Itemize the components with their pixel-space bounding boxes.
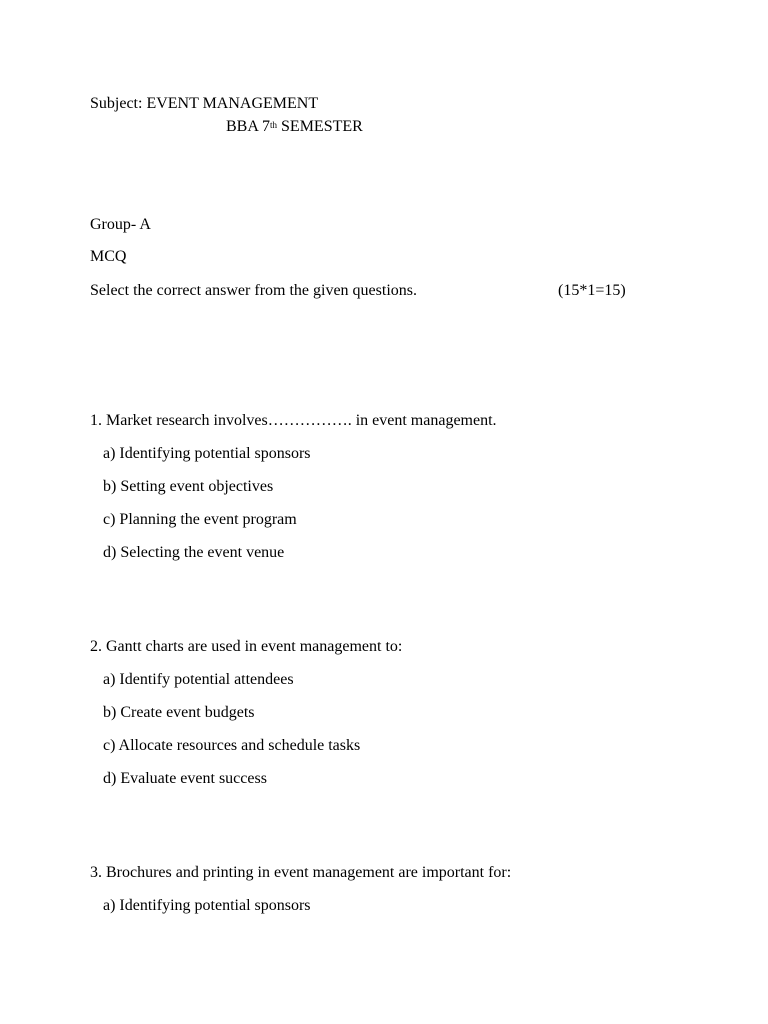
question-2-option-b: b) Create event budgets bbox=[103, 704, 255, 721]
semester-superscript: th bbox=[270, 120, 278, 130]
instruction-text: Select the correct answer from the given questions. bbox=[90, 282, 417, 299]
question-1-text: 1. Market research involves……………. in event management. bbox=[90, 412, 497, 429]
section-type: MCQ bbox=[90, 248, 127, 265]
semester-prefix: BBA 7 bbox=[226, 118, 271, 135]
question-1-option-a: a) Identifying potential sponsors bbox=[103, 445, 311, 462]
marks-allocation: (15*1=15) bbox=[558, 282, 626, 299]
question-2-option-c: c) Allocate resources and schedule tasks bbox=[103, 737, 361, 754]
question-2-text: 2. Gantt charts are used in event management to: bbox=[90, 638, 403, 655]
question-1-option-d: d) Selecting the event venue bbox=[103, 544, 285, 561]
semester-suffix: SEMESTER bbox=[277, 118, 363, 135]
question-3-text: 3. Brochures and printing in event management are important for: bbox=[90, 864, 512, 881]
question-3-option-a: a) Identifying potential sponsors bbox=[103, 897, 311, 914]
question-2-option-a: a) Identify potential attendees bbox=[103, 671, 294, 688]
group-heading: Group- A bbox=[90, 216, 151, 233]
semester-line bbox=[226, 117, 363, 137]
question-1-option-c: c) Planning the event program bbox=[103, 511, 297, 528]
question-2-option-d: d) Evaluate event success bbox=[103, 770, 267, 787]
question-1-option-b: b) Setting event objectives bbox=[103, 478, 274, 495]
subject-line: Subject: EVENT MANAGEMENT bbox=[90, 95, 319, 112]
